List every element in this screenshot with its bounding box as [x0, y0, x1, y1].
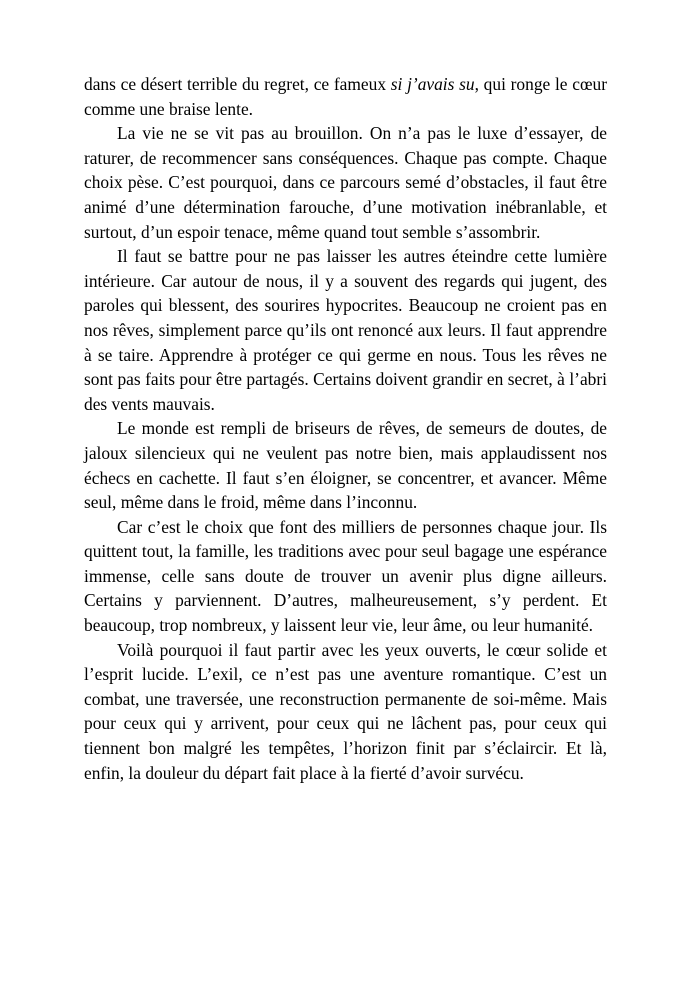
paragraph-1-italic-phrase: si j’avais su	[390, 74, 475, 94]
paragraph-5-text: Car c’est le choix que font des milliers de personnes chaque jour. Ils quittent tout, la famille, les traditions avec pour seul bagage une espérance immense, celle sans doute de trouver un avenir plus digne ailleurs. Certains y parviennent. D’autres, malheureusement, s’y perdent. Et beaucoup, trop nombreux, y laissent leur vie, leur âme, ou leur humanité.	[84, 516, 607, 636]
paragraph-2-text: La vie ne se vit pas au brouillon. On n’a pas le luxe d’essayer, de raturer, de recommencer sans conséquences. Chaque pas compte. Chaque choix pèse. C’est pourquoi, dans ce parcours semé d’obstacles, il faut être animé d’une détermination farouche, d’une motivation inébranlable, et surtout, d’un espoir tenace, même quand tout semble s’assombrir.	[84, 123, 607, 242]
paragraph-6	[84, 638, 607, 786]
paragraph-1-text-b: , qui ronge le cœur comme une braise lente.	[84, 74, 608, 119]
paragraph-5	[84, 515, 607, 638]
document-page	[84, 72, 607, 785]
paragraph-3	[84, 244, 607, 416]
paragraph-4-text: Le monde est rempli de briseurs de rêves, de semeurs de doutes, de jaloux silencieux qui ne veulent pas notre bien, mais applaudissent nos échecs en cachette. Il faut s’en éloigner, se concentrer, et avancer. Même seul, même dans le froid, même dans l’inconnu.	[84, 418, 607, 513]
paragraph-4	[84, 416, 607, 514]
paragraph-1-text-a: dans ce désert terrible du regret, ce fameux	[84, 74, 391, 94]
paragraph-3-text: Il faut se battre pour ne pas laisser les autres éteindre cette lumière intérieure. Car autour de nous, il y a souvent des regards qui jugent, des paroles qui blessent, des sourires hypocrites. Beaucoup ne croient pas en nos rêves, simplement parce qu’ils ont renoncé aux leurs. Il faut apprendre à se taire. Apprendre à protéger ce qui germe en nous. Tous les rêves ne sont pas faits pour être partagés. Certains doivent grandir en secret, à l’abri des vents mauvais.	[84, 246, 607, 414]
paragraph-6-text: Voilà pourquoi il faut partir avec les yeux ouverts, le cœur solide et l’esprit lucide. L’exil, ce n’est pas une aventure romantique. C’est un combat, une traversée, une reconstruction permanente de soi-même. Mais pour ceux qui y arrivent, pour ceux qui ne lâchent pas, pour ceux qui tiennent bon malgré les tempêtes, l’horizon finit par s’éclaircir. Et là, enfin, la douleur du départ fait place à la fierté d’avoir survécu.	[84, 639, 607, 783]
paragraph-1	[84, 72, 607, 121]
paragraph-2	[84, 121, 607, 244]
